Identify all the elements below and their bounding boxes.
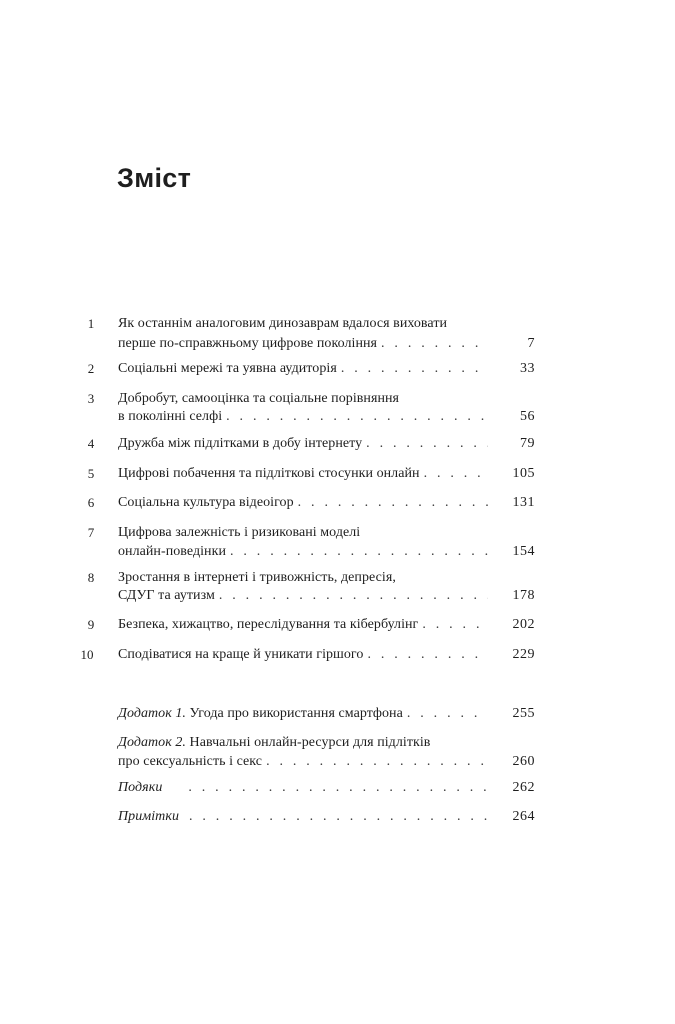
appendix-label: Додаток 2. bbox=[118, 735, 186, 750]
chapter-number: 1 bbox=[87, 316, 95, 331]
entry-title-text: Примітки bbox=[118, 809, 179, 824]
dot-leader bbox=[422, 615, 488, 635]
page-number: 154 bbox=[512, 544, 535, 559]
chapter-number: 3 bbox=[87, 391, 95, 406]
entry-title-line bbox=[118, 464, 488, 484]
entry-title-line: Як останнім аналоговим динозаврам вдалося виховати bbox=[118, 316, 448, 331]
entry-title-line bbox=[118, 434, 488, 454]
dot-leader bbox=[219, 586, 488, 606]
dot-leader bbox=[188, 778, 488, 798]
entry-title-text: Подяки bbox=[118, 780, 163, 795]
chapter-number: 9 bbox=[87, 617, 95, 632]
page-number: 260 bbox=[512, 754, 535, 769]
entry-title-line bbox=[118, 807, 488, 827]
page-number: 202 bbox=[512, 617, 535, 632]
dot-leader bbox=[226, 407, 488, 427]
entry-title-text: Безпека, хижацтво, переслідування та кібербулінг bbox=[118, 617, 419, 632]
page-number: 264 bbox=[512, 809, 535, 824]
entry-title-line: Зростання в інтернеті і тривожність, депресія, bbox=[118, 570, 396, 585]
page-number: 79 bbox=[520, 436, 535, 451]
chapter-number: 8 bbox=[87, 570, 95, 585]
entry-title-line bbox=[118, 586, 488, 606]
entry-title-text: СДУГ та аутизм bbox=[118, 588, 215, 603]
entry-title-text: Соціальна культура відеоігор bbox=[118, 495, 294, 510]
entry-title-line bbox=[118, 493, 488, 513]
chapter-number: 10 bbox=[80, 647, 94, 662]
entry-title-text: Сподіватися на краще й уникати гіршого bbox=[118, 647, 364, 662]
dot-leader bbox=[298, 493, 488, 513]
dot-leader bbox=[381, 334, 488, 354]
entry-title-line bbox=[118, 778, 488, 798]
dot-leader bbox=[230, 542, 488, 562]
entry-title-text: Цифрові побачення та підліткові стосунки онлайн bbox=[118, 466, 420, 481]
page-number: 229 bbox=[512, 647, 535, 662]
entry-title-text: перше по-справжньому цифрове покоління bbox=[118, 336, 378, 351]
entry-title-line bbox=[118, 407, 488, 427]
page-number: 255 bbox=[512, 706, 535, 721]
dot-leader bbox=[367, 645, 488, 665]
page-number: 56 bbox=[520, 409, 535, 424]
entry-title-line bbox=[118, 704, 488, 724]
entry-title-line bbox=[118, 542, 488, 562]
entry-title-text: Угода про використання смартфона bbox=[189, 706, 403, 721]
entry-title-text: Соціальні мережі та уявна аудиторія bbox=[118, 361, 337, 376]
chapter-number: 5 bbox=[87, 466, 95, 481]
entry-title-line bbox=[118, 359, 488, 379]
appendix-label: Додаток 1. bbox=[118, 706, 186, 721]
entry-title-line bbox=[118, 752, 488, 772]
entry-title-text: Дружба між підлітками в добу інтернету bbox=[118, 436, 363, 451]
chapter-number: 4 bbox=[87, 436, 95, 451]
entry-title-line: Добробут, самооцінка та соціальне порівняння bbox=[118, 391, 400, 406]
page-number: 7 bbox=[527, 336, 535, 351]
dot-leader bbox=[366, 434, 488, 454]
entry-title-line: Цифрова залежність і ризиковані моделі bbox=[118, 525, 361, 540]
dot-leader bbox=[266, 752, 488, 772]
page-title: Зміст bbox=[117, 163, 192, 193]
entry-title-text: Навчальні онлайн-ресурси для підлітків bbox=[189, 735, 431, 750]
dot-leader bbox=[424, 464, 488, 484]
page-number: 33 bbox=[520, 361, 535, 376]
page-number: 105 bbox=[512, 466, 535, 481]
chapter-number: 7 bbox=[87, 525, 95, 540]
entry-title-text: в поколінні селфі bbox=[118, 409, 223, 424]
dot-leader bbox=[341, 359, 488, 379]
entry-title-line bbox=[118, 645, 488, 665]
chapter-number: 6 bbox=[87, 495, 95, 510]
page-number: 262 bbox=[512, 780, 535, 795]
page-number: 178 bbox=[512, 588, 535, 603]
dot-leader bbox=[407, 704, 488, 724]
entry-title-line bbox=[118, 334, 488, 354]
entry-title-line bbox=[118, 733, 498, 753]
entry-title-text: онлайн-поведінки bbox=[118, 544, 226, 559]
entry-title-line bbox=[118, 615, 488, 635]
chapter-number: 2 bbox=[87, 361, 95, 376]
page-number: 131 bbox=[512, 495, 535, 510]
dot-leader bbox=[189, 807, 488, 827]
entry-title-text: про сексуальність і секс bbox=[118, 754, 263, 769]
